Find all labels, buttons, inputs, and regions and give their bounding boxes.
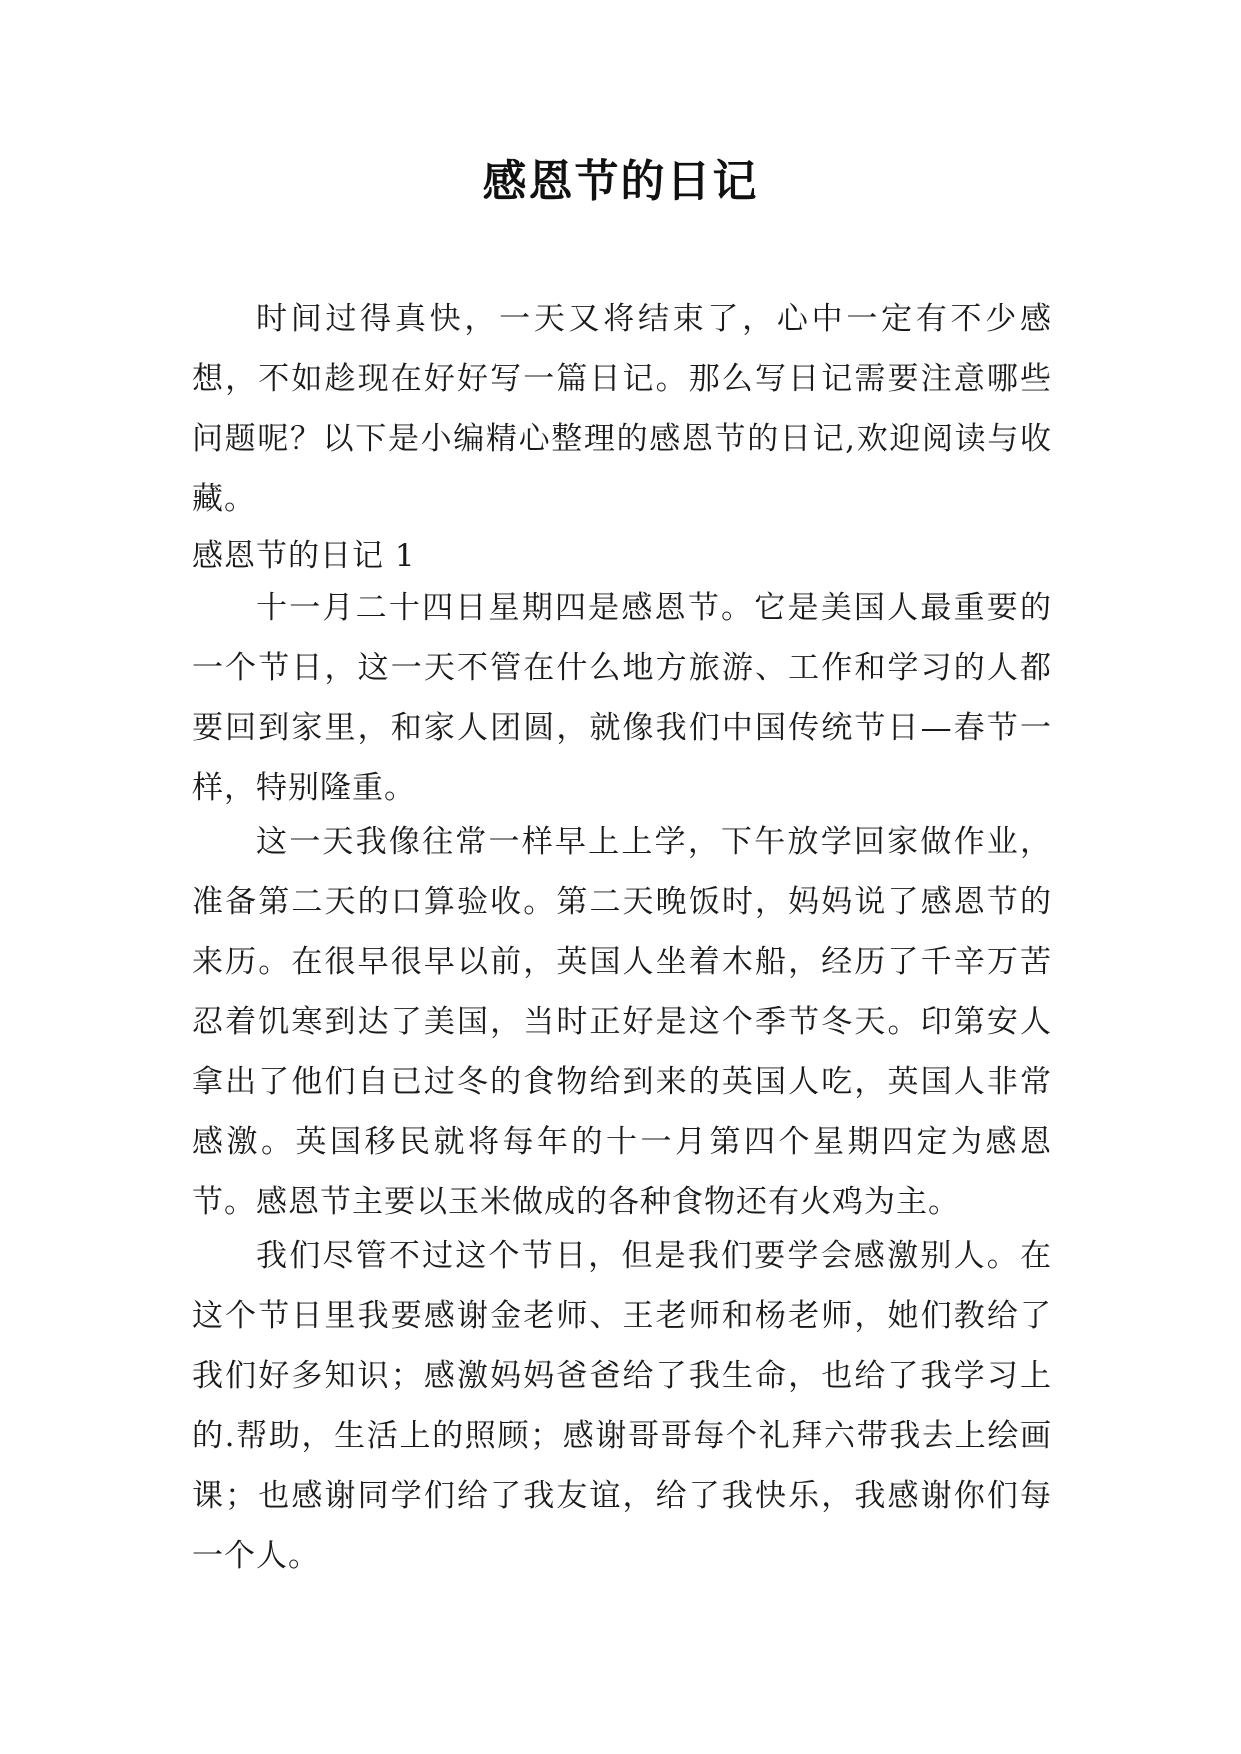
section-paragraph: 十一月二十四日星期四是感恩节。它是美国人最重要的一个节日，这一天不管在什么地方旅游、工作和学习的人都要回到家里，和家人团圆，就像我们中国传统节日—春节一样，特别隆重。 [192, 590, 1052, 806]
section-paragraph: 这一天我像往常一样早上上学，下午放学回家做作业，准备第二天的口算验收。第二天晚饭时，妈妈说了感恩节的来历。在很早很早以前，英国人坐着木船，经历了千辛万苦忍着饥寒到达了美国，当时正好是这个季节冬天。印第安人拿出了他们自已过冬的食物给到来的英国人吃，英国人非常感激。英国移民就将每年的十一月第四个星期四定为感恩节。感恩节主要以玉米做成的各种食物还有火鸡为主。 [192, 824, 1052, 1220]
document-title: 感恩节的日记 [482, 156, 759, 207]
section-heading: 感恩节的日记 1 [192, 538, 416, 574]
section-paragraph: 我们尽管不过这个节日，但是我们要学会感激别人。在这个节日里我要感谢金老师、王老师和杨老师，她们教给了我们好多知识；感激妈妈爸爸给了我生命，也给了我学习上的.帮助，生活上的照顾；感谢哥哥每个礼拜六带我去上绘画课；也感谢同学们给了我友谊，给了我快乐，我感谢你们每一个人。 [192, 1238, 1052, 1574]
intro-paragraph: 时间过得真快，一天又将结束了，心中一定有不少感想，不如趁现在好好写一篇日记。那么写日记需要注意哪些问题呢？以下是小编精心整理的感恩节的日记,欢迎阅读与收藏。 [192, 301, 1052, 517]
